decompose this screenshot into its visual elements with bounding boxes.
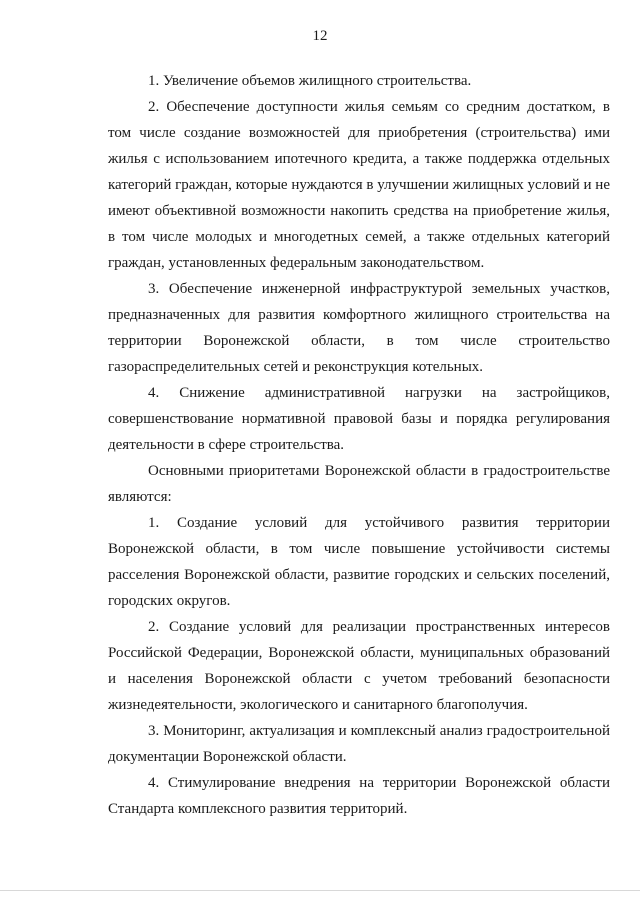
paragraph-sustainable-development: 1. Создание условий для устойчивого развития территории Воронежской области, в том числе повышение устойчивости системы расселения Воронежской области, развитие городских и сельских поселений, городских округов. [108, 515, 610, 609]
paragraph-priorities-intro: Основными приоритетами Воронежской области в градостроительстве являются: [108, 463, 610, 505]
paragraph-housing-volume: 1. Увеличение объемов жилищного строительства. [148, 73, 472, 89]
scan-bottom-edge [0, 890, 640, 891]
paragraph-engineering-infrastructure: 3. Обеспечение инженерной инфраструктурой земельных участков, предназначенных для развития комфортного жилищного строительства на территории Воронежской области, в том числе строительство газораспределительных сетей и реконструкция котельных. [108, 281, 610, 375]
paragraph-monitoring: 3. Мониторинг, актуализация и комплексный анализ градостроительной документации Воронежской области. [108, 723, 610, 765]
paragraph-standard-implementation: 4. Стимулирование внедрения на территории Воронежской области Стандарта комплексного развития территорий. [108, 775, 610, 817]
paragraph-housing-affordability: 2. Обеспечение доступности жилья семьям со средним достатком, в том числе создание возможностей для приобретения (строительства) ими жилья с использованием ипотечного кредита, а также поддержка отдельных категорий граждан, которые нуждаются в улучшении жилищных условий и не имеют объективной возможности накопить средства на приобретение жилья, в том числе молодых и многодетных семей, а также отдельных категорий граждан, установленных федеральным законодательством. [108, 99, 610, 271]
paragraph-spatial-interests: 2. Создание условий для реализации пространственных интересов Российской Федерации, Воронежской области, муниципальных образований и населения Воронежской области с учетом требований безопасности жизнедеятельности, экологического и санитарного благополучия. [108, 619, 610, 713]
paragraph-administrative-burden: 4. Снижение административной нагрузки на застройщиков, совершенствование нормативной правовой базы и порядка регулирования деятельности в сфере строительства. [108, 385, 610, 453]
page-number: 12 [312, 28, 328, 44]
document-body [108, 68, 610, 822]
